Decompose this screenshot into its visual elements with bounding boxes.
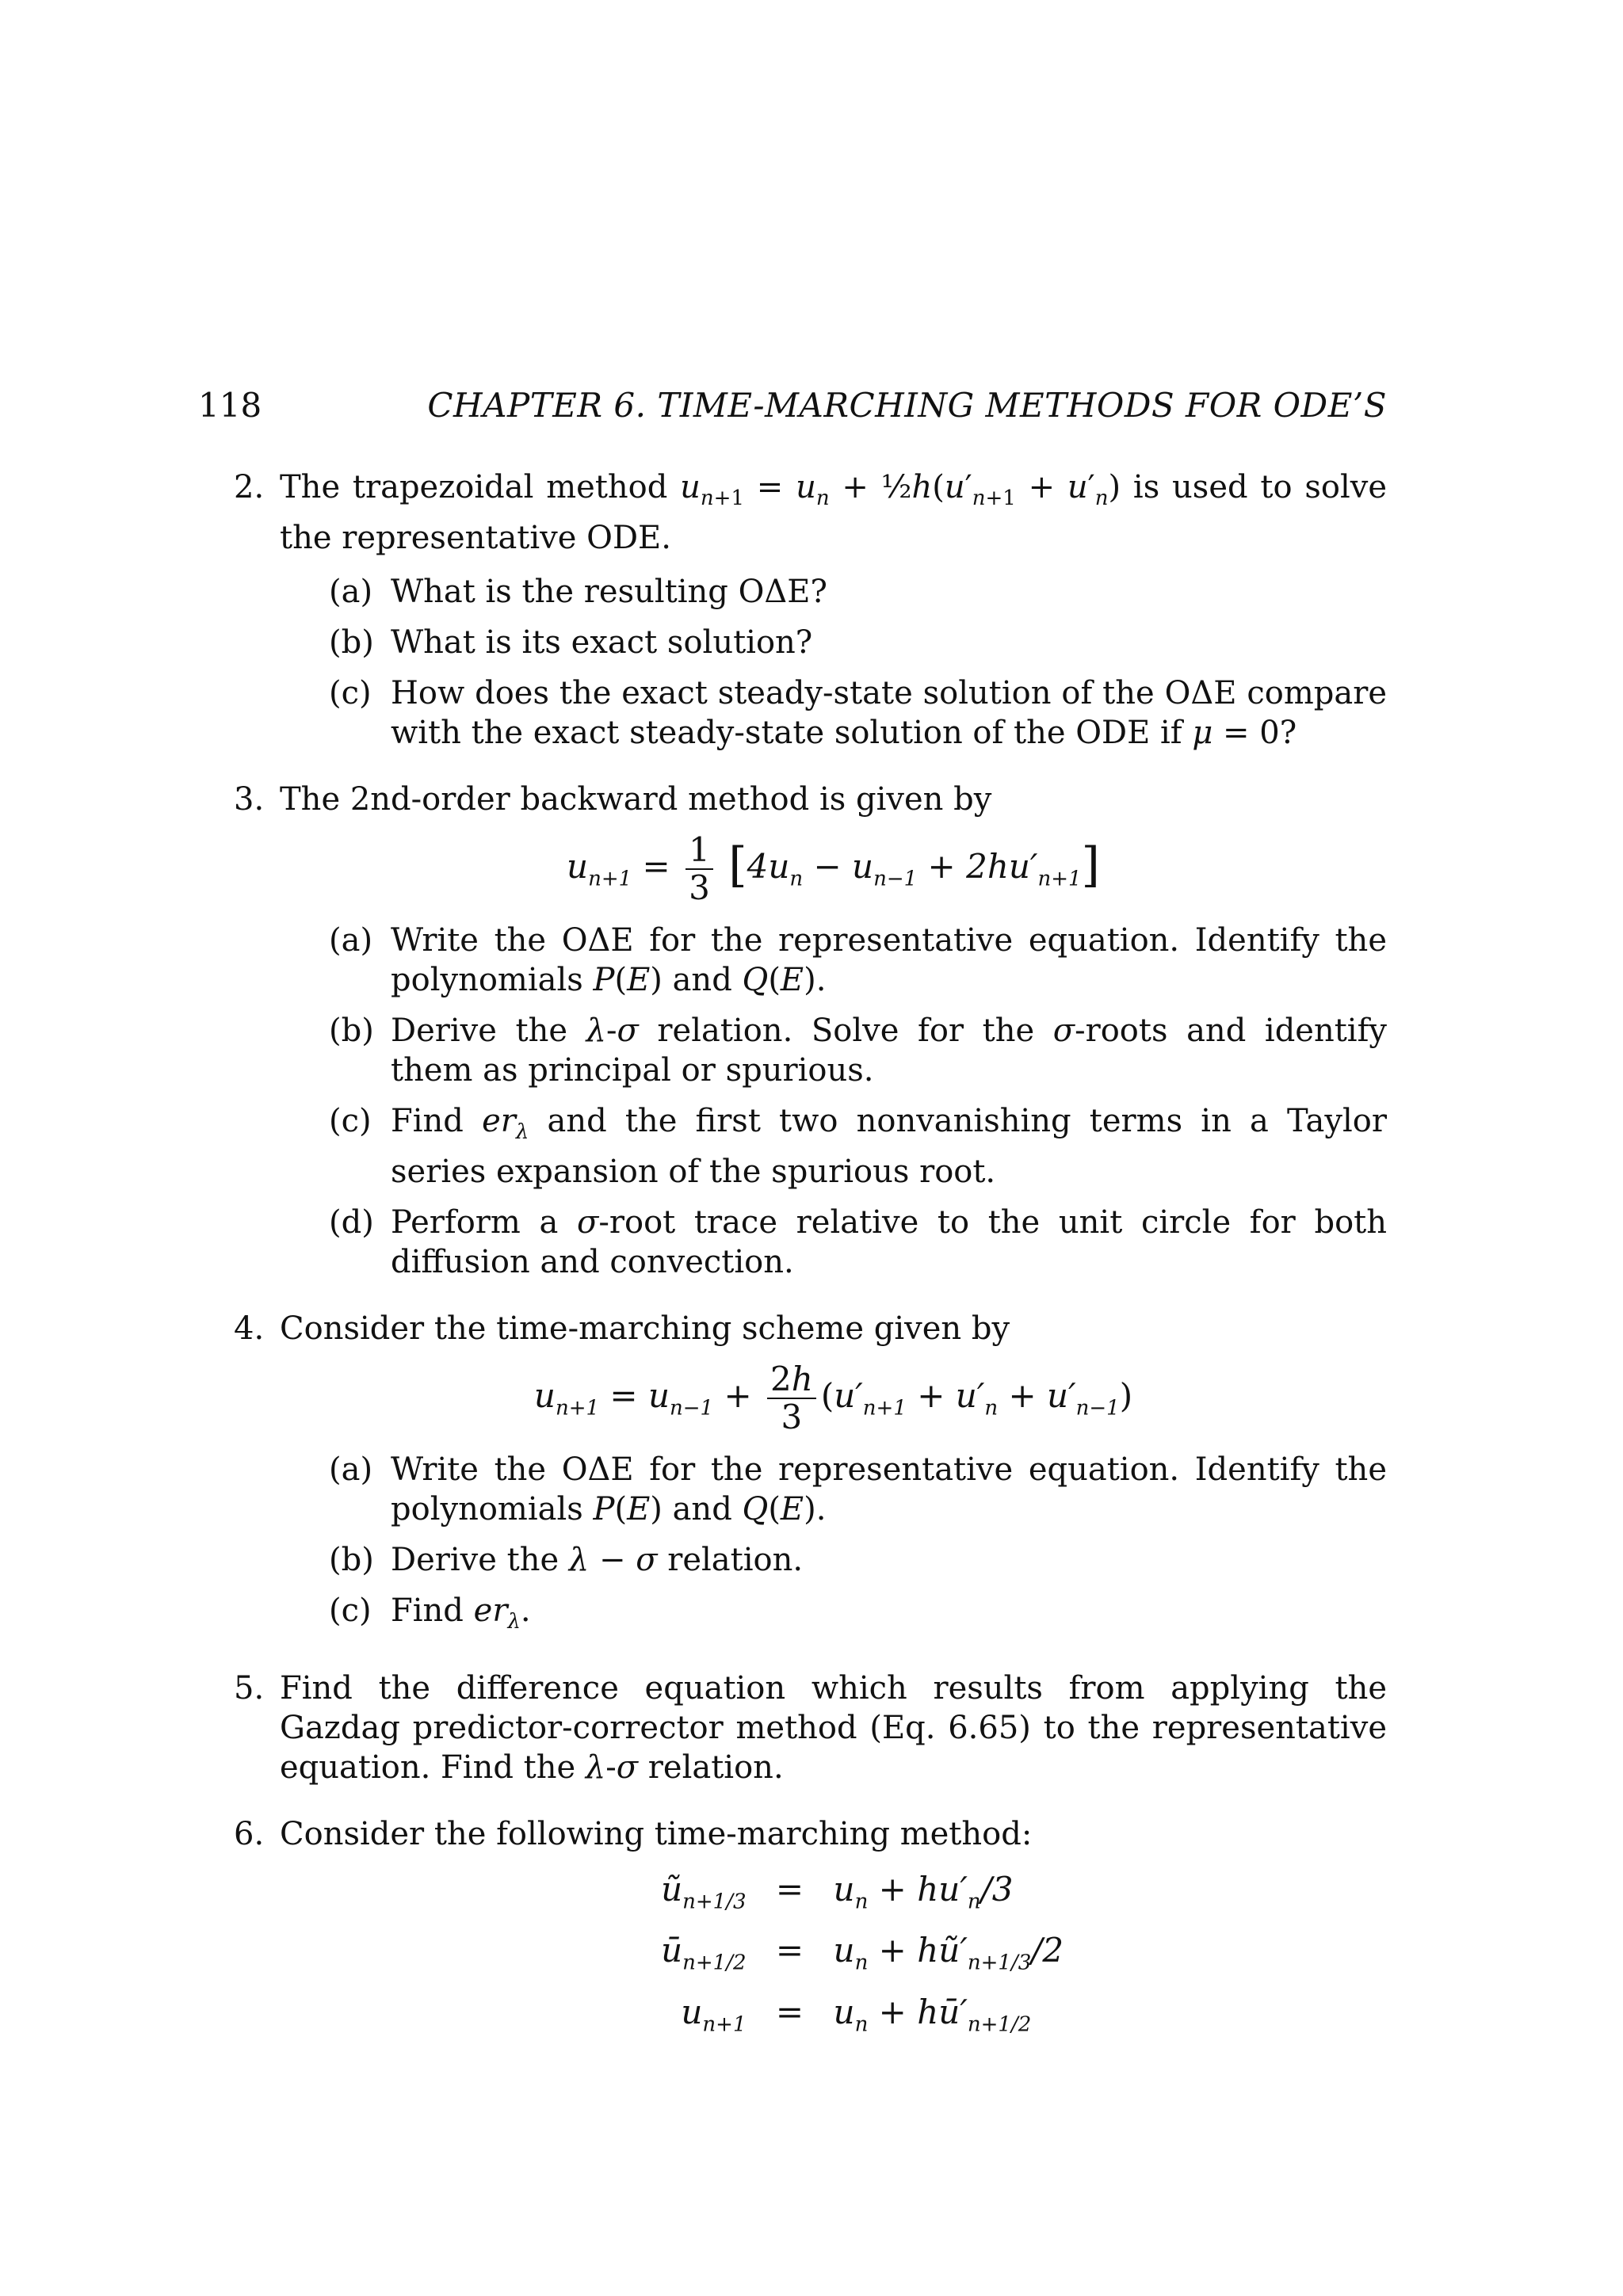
- subquestions: [280, 921, 1387, 1282]
- problem-number: 2.: [234, 469, 265, 505]
- equation-time-marching-scheme: $u_{n+1} = u_{n-1}$ + $\frac{2h}{3}$ $(u'_{n+1} + u'_n + u'_{n-1})$: [533, 1360, 1133, 1436]
- problem-5: [234, 1669, 1387, 1787]
- problem-text: Consider the time-marching scheme given by: [280, 1310, 1010, 1347]
- page-number: 118: [198, 386, 262, 425]
- subquestion-label: (c): [329, 1592, 372, 1629]
- subquestion: [329, 1540, 1387, 1580]
- problem-4: [234, 1309, 1387, 1642]
- subquestions: [280, 1450, 1387, 1642]
- subquestion-label: (c): [329, 1103, 372, 1139]
- subquestions: [280, 572, 1387, 753]
- subquestion: [329, 921, 1387, 1000]
- subquestion-text: How does the exact steady-state solution of the OΔE compare with the exact steady-state solution of the ODE if μ = 0?: [391, 675, 1387, 751]
- subquestion-text: What is its exact solution?: [391, 624, 813, 661]
- problem-number: 5.: [234, 1670, 265, 1707]
- subquestion-text: What is the resulting OΔE?: [391, 574, 827, 610]
- subquestion-text: Find $er_\lambda$ and the first two nonvanishing terms in a Taylor series expansion of the spurious root.: [391, 1103, 1387, 1190]
- subquestion-label: (b): [329, 1013, 374, 1049]
- subquestion-text: Write the OΔE for the representative equation. Identify the polynomials P(E) and Q(E).: [391, 1451, 1387, 1527]
- subquestion-label: (b): [329, 624, 374, 661]
- equation-row: $ũ_{n+1/3}$ = $u_n + hu'_n/3$: [661, 1870, 1014, 1914]
- subquestion-label: (a): [329, 574, 373, 610]
- subquestion-text: Write the OΔE for the representative equation. Identify the polynomials P(E) and Q(E).: [391, 922, 1387, 998]
- running-header: [198, 386, 1387, 425]
- equation-row: $u_{n+1}$ = $u_n$ + $hū'_{n+1/2}$: [681, 1992, 1032, 2037]
- subquestion: [329, 1591, 1387, 1642]
- problem-3: [234, 780, 1387, 1282]
- subquestion-text: Derive the λ − σ relation.: [391, 1542, 804, 1578]
- subquestion-text: Find $er_\lambda$.: [391, 1592, 531, 1634]
- problem-text: The trapezoidal method $u_{n+1} = u_n$ + $\frac{1}{2}h(u'_{n+1} + u'_n)$ is used to solve the representative ODE.: [280, 469, 1388, 556]
- subquestion: [329, 1101, 1387, 1192]
- subquestion-label: (a): [329, 922, 373, 959]
- problem-list: [234, 467, 1387, 2076]
- equation-system: [556, 1865, 1111, 2049]
- subquestion-label: (d): [329, 1204, 374, 1241]
- subquestion-label: (a): [329, 1451, 373, 1488]
- problem-text: The 2nd-order backward method is given by: [280, 781, 992, 818]
- problem-6: [234, 1814, 1387, 2049]
- subquestion: [329, 623, 1387, 662]
- subquestion: [329, 673, 1387, 753]
- subquestion: [329, 1450, 1387, 1529]
- problem-number: 6.: [234, 1816, 265, 1852]
- subquestion: [329, 1011, 1387, 1090]
- subquestion-text: Perform a σ-root trace relative to the unit circle for both diffusion and convection.: [391, 1204, 1387, 1280]
- problem-2: [234, 467, 1387, 753]
- subquestion-label: (b): [329, 1542, 374, 1578]
- running-title: CHAPTER 6. TIME-MARCHING METHODS FOR ODE’S: [427, 386, 1387, 425]
- equation-row: $ū_{n+1/2}$ = $u_n$ + $hũ'_{n+1/3}/2$: [661, 1931, 1064, 1975]
- problem-text: Find the difference equation which results from applying the Gazdag predictor-corrector method (Eq. 6.65) to the representative equation. Find the λ-σ relation.: [280, 1670, 1387, 1786]
- subquestion: [329, 572, 1387, 612]
- equation-2nd-order-backward: $u_{n+1}$ = $\frac{1}{3}$ $[4u_n - u_{n-1} + 2hu'_{n+1}]$: [567, 830, 1100, 907]
- problem-number: 4.: [234, 1310, 265, 1347]
- problem-number: 3.: [234, 781, 265, 818]
- subquestion: [329, 1203, 1387, 1282]
- subquestion-text: Derive the λ-σ relation. Solve for the σ-roots and identify them as principal or spurious.: [391, 1013, 1387, 1089]
- problem-text: Consider the following time-marching method:: [280, 1816, 1033, 1852]
- subquestion-label: (c): [329, 675, 372, 711]
